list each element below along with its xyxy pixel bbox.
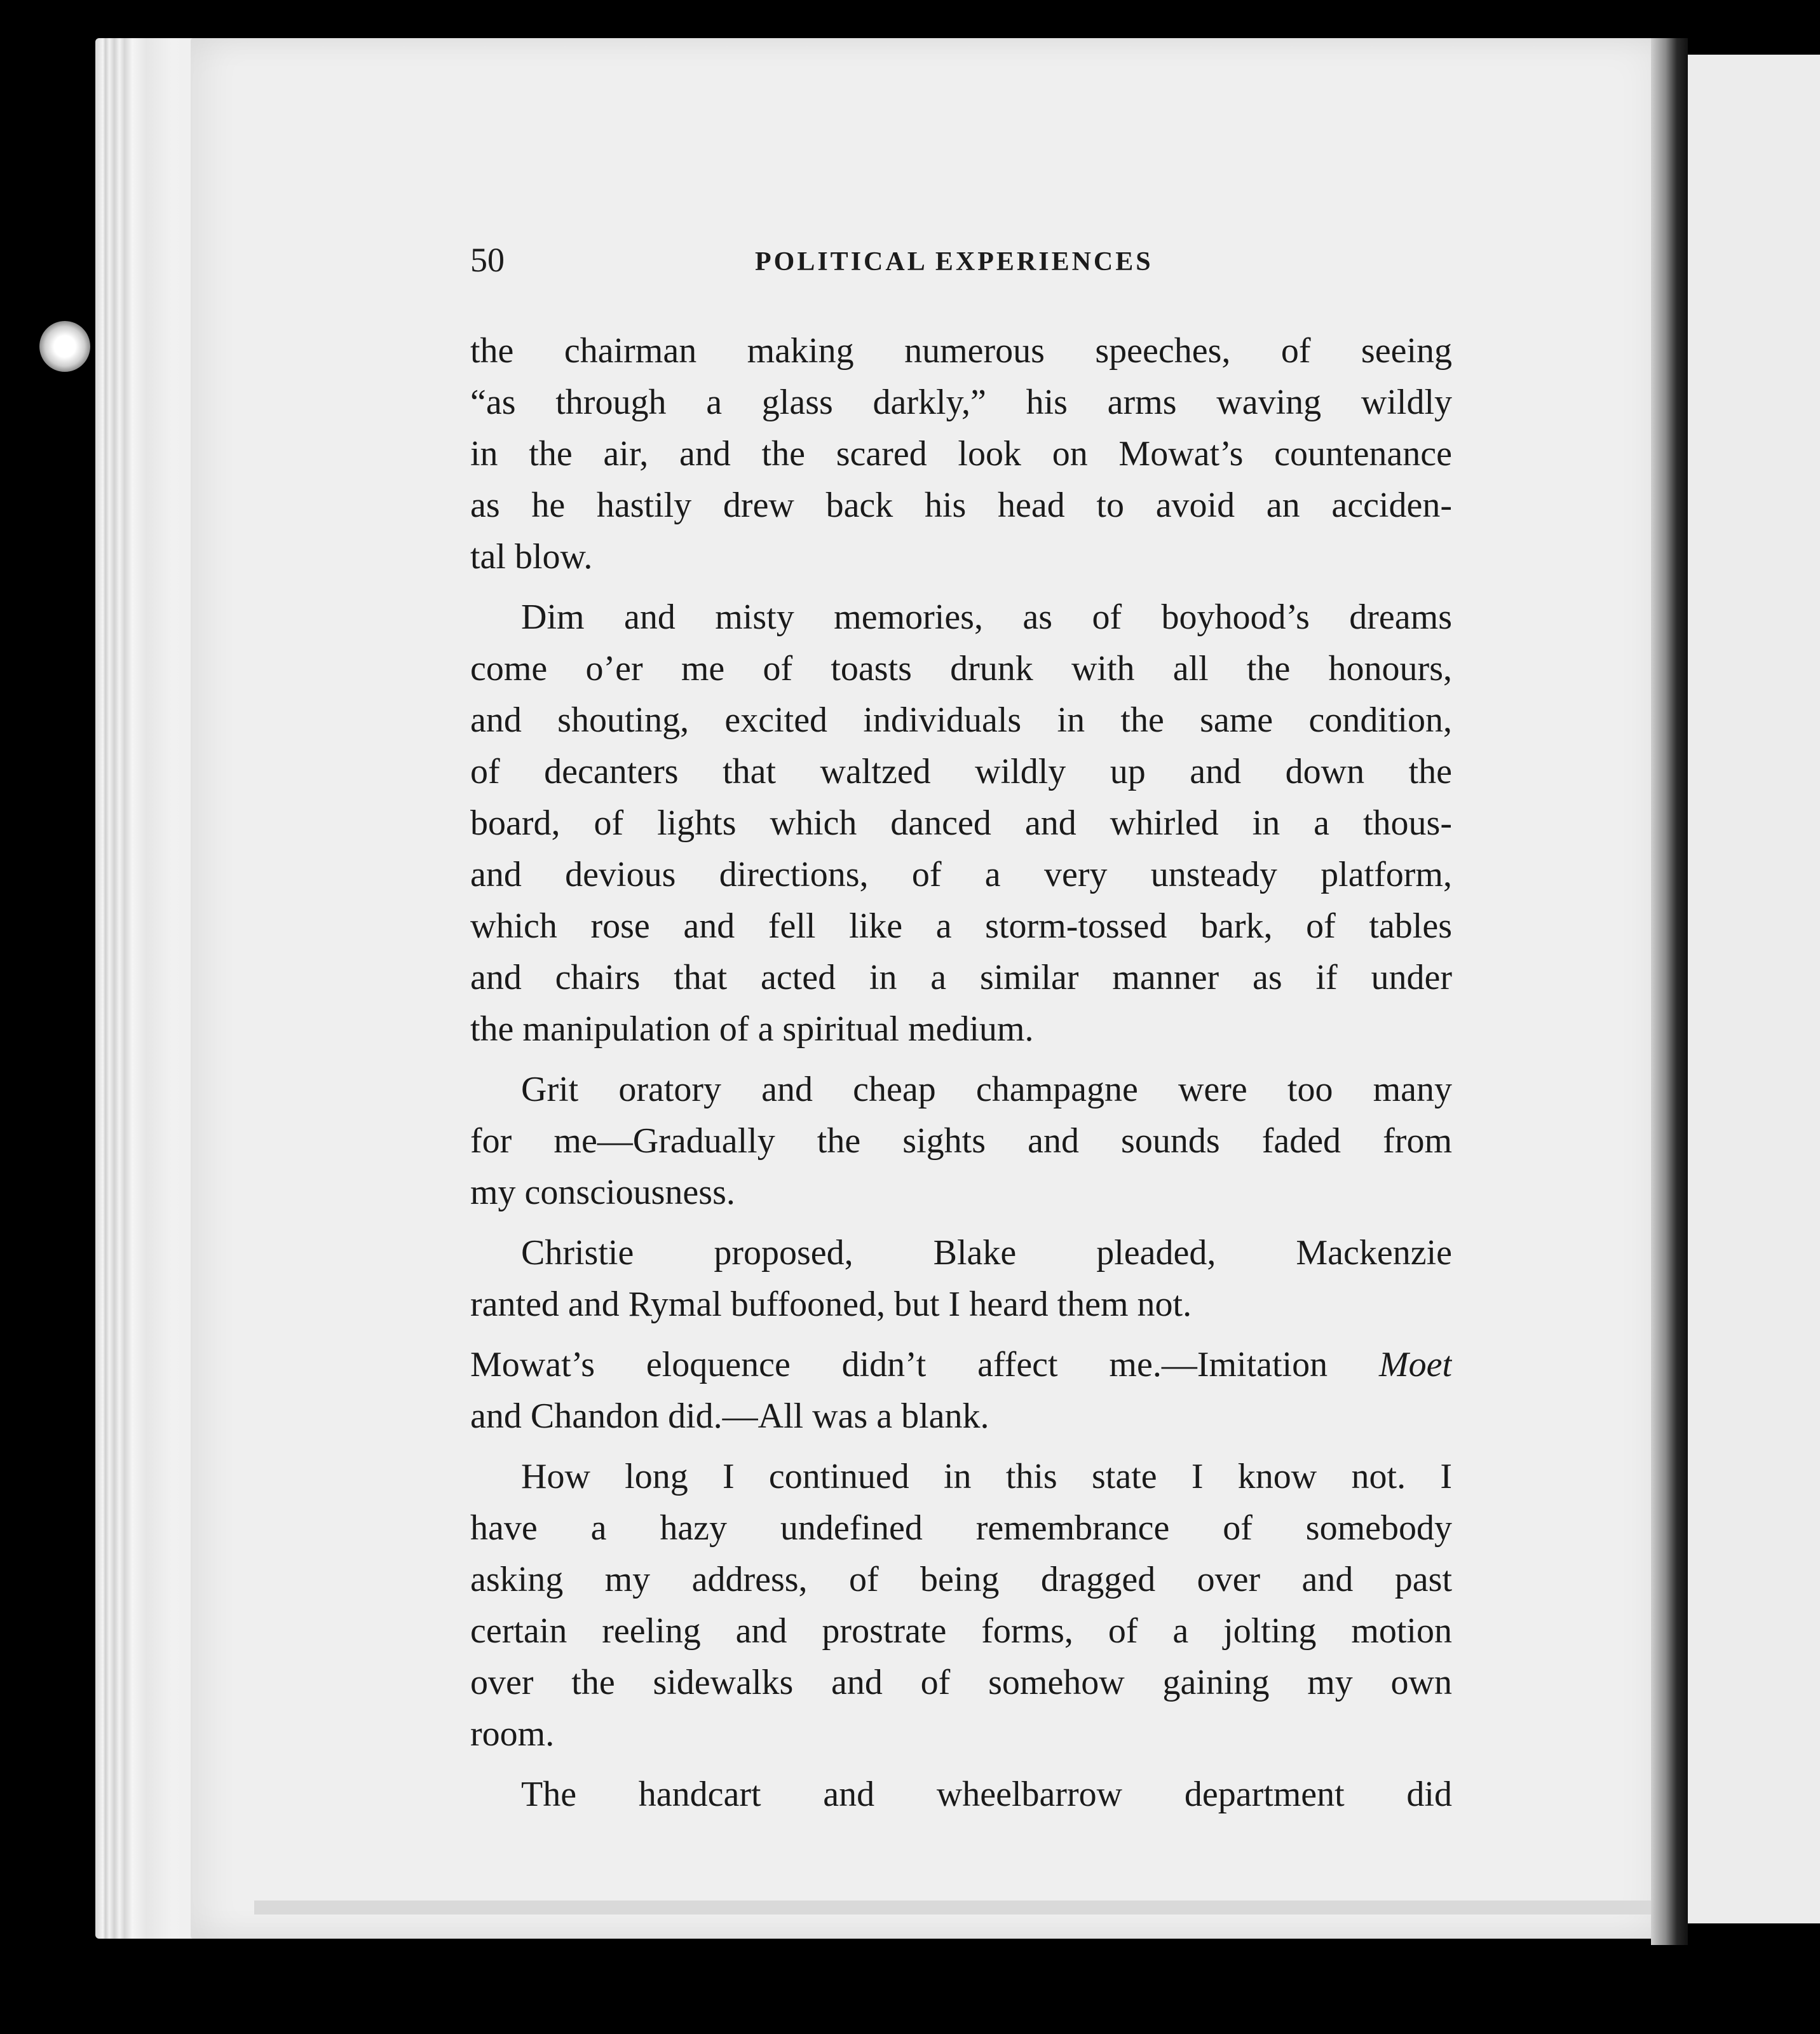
body-text (470, 325, 1452, 1820)
text-line: The handcart and wheelbarrow department did (521, 1775, 1452, 1814)
book-gutter (1651, 38, 1688, 1945)
text-line: come o’er me of toasts drunk with all the honours, (470, 649, 1452, 688)
text-line: which rose and fell like a storm-tossed bark, of tables (470, 906, 1452, 946)
text-line: and Chandon did.—All was a blank. (470, 1396, 989, 1436)
text-line: asking my address, of being dragged over and past (470, 1560, 1452, 1599)
running-head (445, 235, 1201, 292)
text-line: in the air, and the scared look on Mowat’s countenance (470, 434, 1452, 474)
paragraph (470, 1064, 1452, 1218)
paragraph (470, 1227, 1452, 1330)
page-bottom-edge (254, 1901, 1671, 1915)
facing-page (1688, 55, 1820, 1923)
text-line: as he hastily drew back his head to avoid an acciden- (470, 486, 1452, 525)
text-line: ranted and Rymal buffooned, but I heard them not. (470, 1285, 1192, 1324)
text-line: “as through a glass darkly,” his arms waving wildly (470, 383, 1452, 422)
text-line: and chairs that acted in a similar manner as if under (470, 958, 1452, 997)
text-line: board, of lights which danced and whirled in a thous- (470, 803, 1452, 843)
paragraph (470, 325, 1452, 583)
text-line: the chairman making numerous speeches, of seeing (470, 331, 1452, 371)
italic-word: Moet (1378, 1345, 1452, 1384)
text-line: How long I continued in this state I know not. I (521, 1457, 1452, 1496)
text-line: have a hazy undefined remembrance of somebody (470, 1508, 1452, 1548)
text-line: Christie proposed, Blake pleaded, Mackenzie (521, 1233, 1452, 1273)
text-line: and devious directions, of a very unsteady platform, (470, 855, 1452, 894)
paper-stain (39, 321, 90, 372)
text-line: my consciousness. (470, 1173, 735, 1212)
text-line: room. (470, 1714, 555, 1754)
running-title: POLITICAL EXPERIENCES (755, 247, 1153, 276)
paragraph (470, 1769, 1452, 1820)
text-line: the manipulation of a spiritual medium. (470, 1009, 1034, 1049)
text-line: over the sidewalks and of somehow gaining my own (470, 1663, 1452, 1702)
text-line: Grit oratory and cheap champagne were too many (521, 1070, 1452, 1109)
text-line: Dim and misty memories, as of boyhood’s dreams (521, 597, 1452, 637)
paragraph (470, 1339, 1452, 1442)
text-run: Mowat’s eloquence didn’t affect me.—Imitation (470, 1345, 1328, 1384)
text-line: certain reeling and prostrate forms, of a jolting motion (470, 1611, 1452, 1651)
text-line: and shouting, excited individuals in the same condition, (470, 700, 1452, 740)
page-number: 50 (470, 241, 505, 279)
paragraph (470, 1451, 1452, 1760)
text-line: of decanters that waltzed wildly up and down the (470, 752, 1452, 791)
text-line: tal blow. (470, 537, 593, 577)
paragraph (470, 592, 1452, 1055)
text-line (470, 1339, 1452, 1391)
text-line: for me—Gradually the sights and sounds faded from (470, 1121, 1452, 1161)
